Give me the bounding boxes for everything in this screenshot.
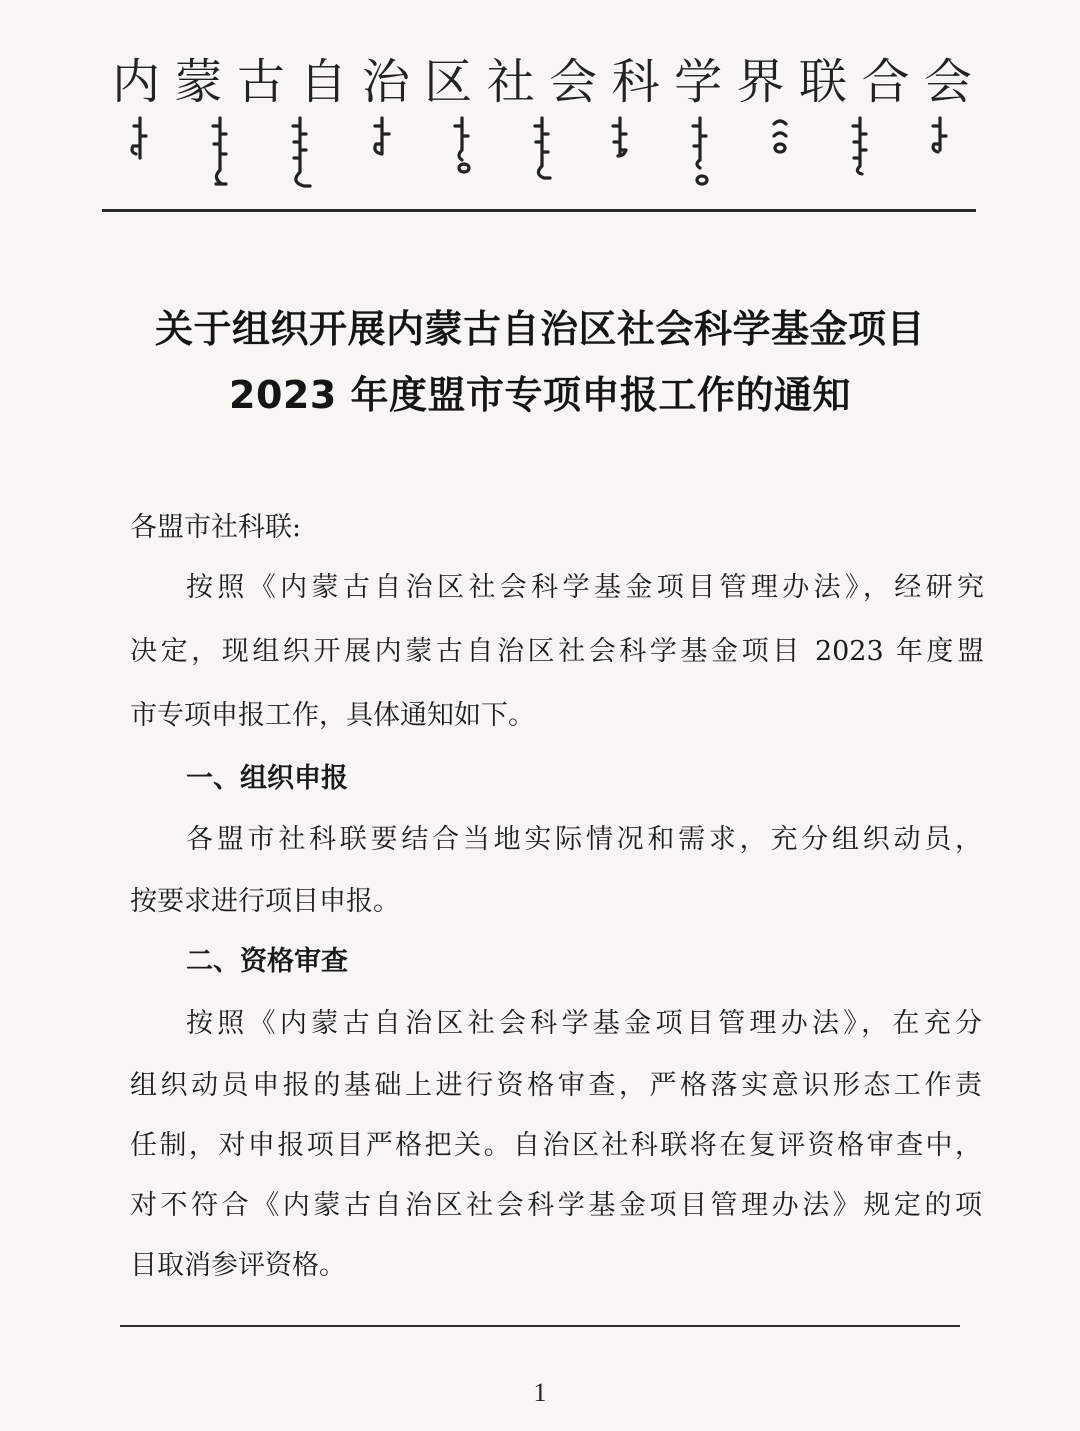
org-name-char: 自 [299,54,348,110]
letterhead-org-name [112,52,972,112]
org-name-char: 合 [861,54,910,110]
mongolian-word [774,121,786,152]
mongolian-word [535,118,550,178]
mongolian-word [693,118,707,184]
salutation: 各盟市社科联: [130,512,302,543]
paragraph-line: 各盟市社科联要结合当地实际情况和需求，充分组织动员， [186,824,982,855]
org-name-char: 会 [549,54,598,110]
footer-divider [120,1325,960,1327]
org-name-char: 会 [923,54,972,110]
paragraph-line: 按照《内蒙古自治区社会科学基金项目管理办法》，在充分 [186,1008,982,1039]
paragraph-line: 按要求进行项目申报。 [130,886,400,917]
org-name-char: 内 [112,54,161,110]
page-number: 1 [533,1378,547,1407]
mongolian-word [455,118,469,172]
letterhead-divider [102,209,976,212]
paragraph-line: 目取消参评资格。 [130,1250,346,1281]
paragraph-line: 按照《内蒙古自治区社会科学基金项目管理办法》，经研究 [186,572,984,603]
paragraph-line: 市专项申报工作，具体通知如下。 [130,700,535,731]
mongolian-script-letterhead [112,114,972,194]
org-name-char: 联 [798,54,847,110]
document-title-line-1: 关于组织开展内蒙古自治区社会科学基金项目 [154,307,925,351]
mongolian-word [293,118,310,186]
org-name-char: 界 [736,54,785,110]
section-heading: 二、资格审查 [186,946,348,977]
paragraph-line: 决定，现组织开展内蒙古自治区社会科学基金项目 2023 年度盟 [130,636,984,667]
org-name-char: 蒙 [174,54,223,110]
mongolian-word [375,118,389,154]
mongolian-word [213,118,226,184]
mongolian-word [933,118,946,152]
org-name-char: 治 [361,54,410,110]
org-name-char: 区 [424,54,473,110]
mongolian-word [613,118,626,156]
org-name-char: 社 [486,54,535,110]
paragraph-line: 任制，对申报项目严格把关。自治区社科联将在复评资格审查中， [130,1130,982,1161]
document-title-line-2: 2023 年度盟市专项申报工作的通知 [229,373,851,417]
paragraph-line: 组织动员申报的基础上进行资格审查，严格落实意识形态工作责 [130,1070,982,1101]
mongolian-word [132,118,146,158]
paragraph-line: 对不符合《内蒙古自治区社会科学基金项目管理办法》规定的项 [130,1190,982,1221]
org-name-char: 学 [674,54,723,110]
mongolian-word [853,118,866,174]
org-name-char: 古 [236,54,285,110]
section-heading: 一、组织申报 [186,763,348,794]
org-name-char: 科 [611,54,660,110]
